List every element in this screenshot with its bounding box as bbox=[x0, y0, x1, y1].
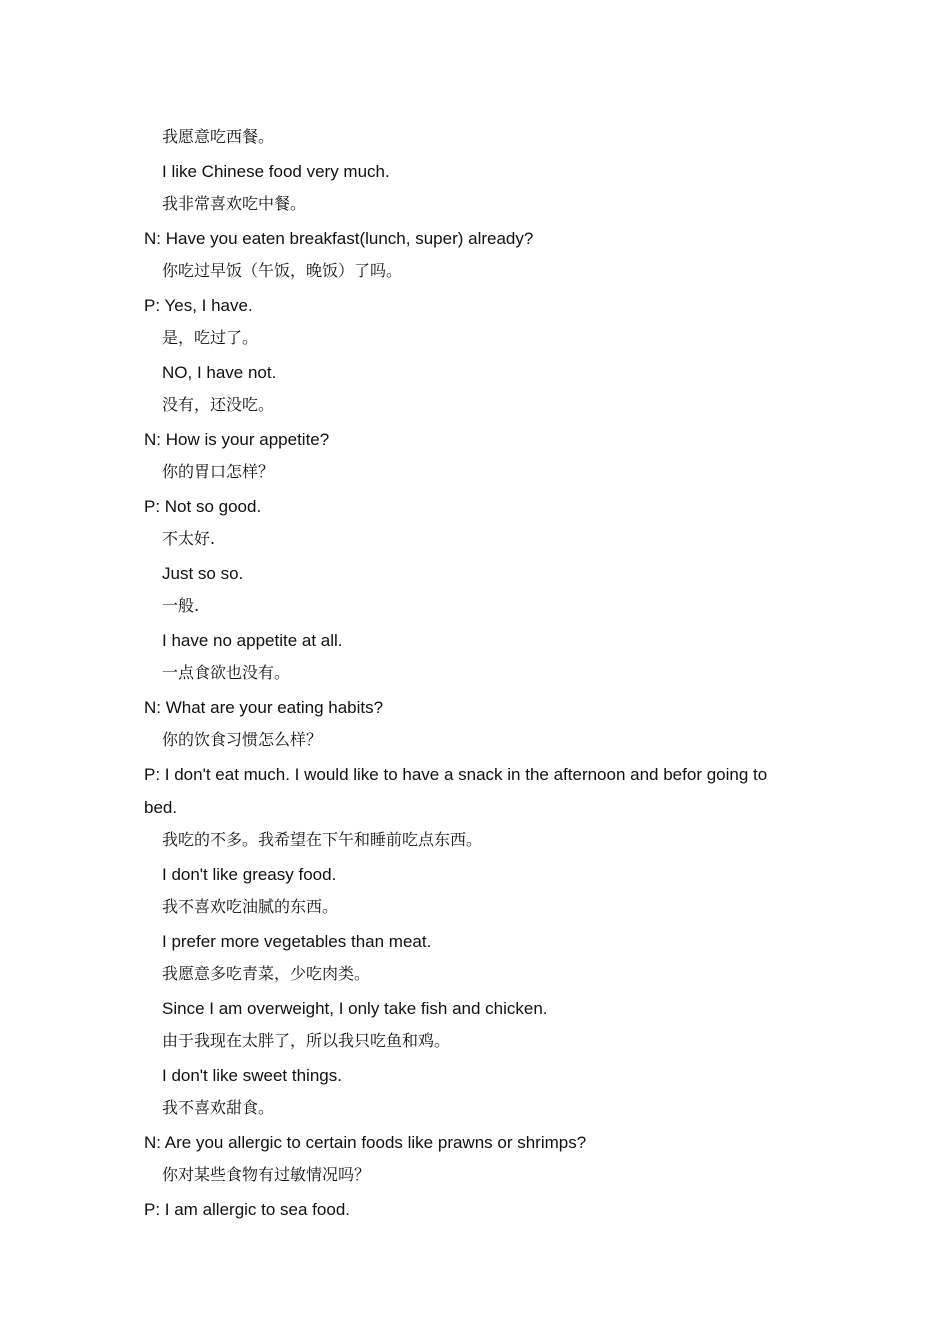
nurse-line: N: What are your eating habits? bbox=[144, 698, 384, 717]
text-line: bed. bbox=[144, 798, 178, 817]
text-line: I don't like greasy food. bbox=[162, 865, 337, 884]
text-line: 你的胃口怎样？ bbox=[162, 462, 275, 481]
nurse-line: N: Have you eaten breakfast(lunch, super) already? bbox=[144, 229, 534, 248]
patient-line: P: Not so good. bbox=[144, 497, 262, 516]
text-line: 你吃过早饭（午饭，晚饭）了吗。 bbox=[162, 261, 403, 280]
text-line: I don't like sweet things. bbox=[162, 1066, 342, 1085]
patient-line: P: Yes, I have. bbox=[144, 296, 253, 315]
text-line: 一般. bbox=[162, 596, 200, 615]
text-line: I prefer more vegetables than meat. bbox=[162, 932, 432, 951]
text-line: 你的饮食习惯怎么样？ bbox=[162, 730, 323, 749]
text-line: 我吃的不多。我希望在下午和睡前吃点东西。 bbox=[162, 830, 483, 849]
nurse-line: N: Are you allergic to certain foods like prawns or shrimps? bbox=[144, 1133, 587, 1152]
text-line: 我不喜欢吃油腻的东西。 bbox=[162, 897, 339, 916]
patient-line: P: I am allergic to sea food. bbox=[144, 1200, 350, 1219]
text-line: Just so so. bbox=[162, 564, 244, 583]
text-line: 我非常喜欢吃中餐。 bbox=[162, 194, 307, 213]
text-line: 不太好. bbox=[162, 529, 216, 548]
text-line: I like Chinese food very much. bbox=[162, 162, 390, 181]
text-line: 由于我现在太胖了，所以我只吃鱼和鸡。 bbox=[162, 1031, 451, 1050]
text-line: 我不喜欢甜食。 bbox=[162, 1098, 275, 1117]
text-line: 你对某些食物有过敏情况吗？ bbox=[162, 1165, 371, 1184]
text-line: 一点食欲也没有。 bbox=[162, 663, 291, 682]
text-line: 我愿意多吃青菜，少吃肉类。 bbox=[162, 964, 371, 983]
patient-line: P: I don't eat much. I would like to have a snack in the afternoon and befor going to bbox=[144, 765, 768, 784]
text-line: I have no appetite at all. bbox=[162, 631, 343, 650]
text-line: 是，吃过了。 bbox=[162, 328, 259, 347]
text-line: NO, I have not. bbox=[162, 363, 277, 382]
text-line: 我愿意吃西餐。 bbox=[162, 127, 275, 146]
text-line: 没有，还没吃。 bbox=[162, 395, 275, 414]
text-line: Since I am overweight, I only take fish and chicken. bbox=[162, 999, 548, 1018]
nurse-line: N: How is your appetite? bbox=[144, 430, 330, 449]
